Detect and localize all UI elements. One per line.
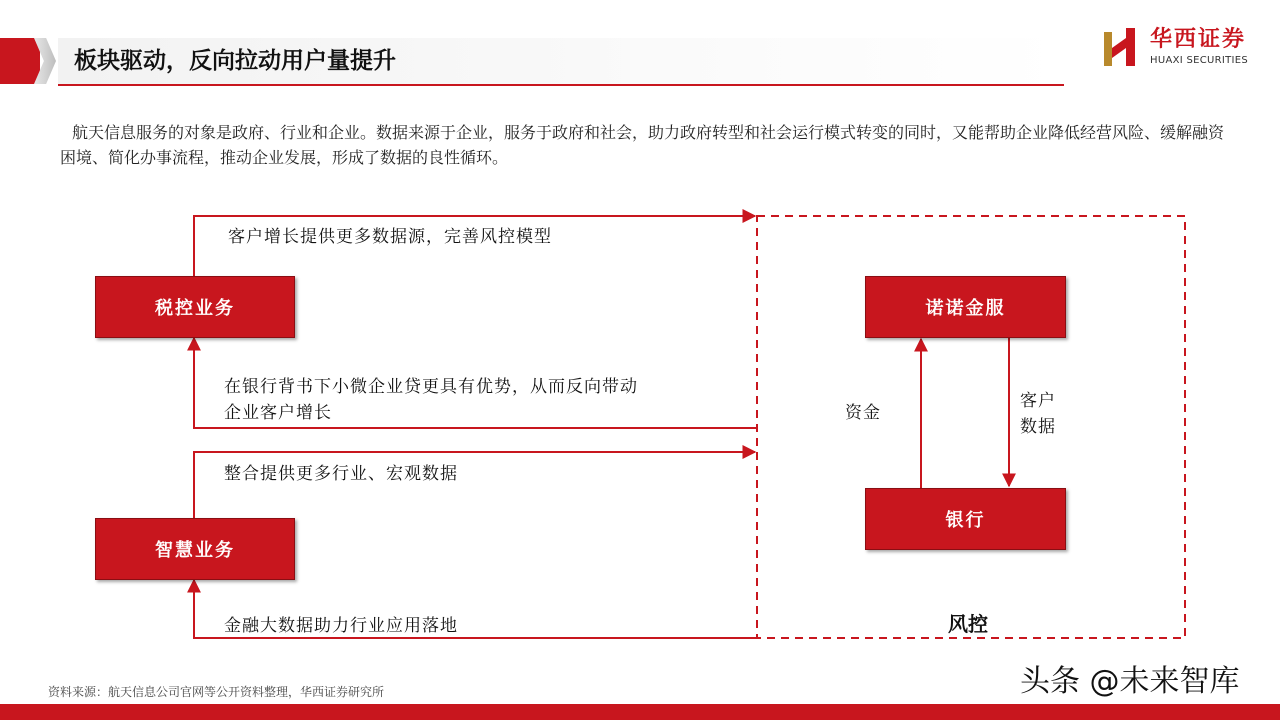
footer-bar (0, 704, 1280, 720)
page-title: 板块驱动，反向拉动用户量提升 (74, 48, 396, 74)
label-customer-line2: 数据 (1020, 417, 1056, 437)
logo-chinese-name: 华西证券 (1150, 27, 1247, 52)
watermark: 头条 @未来智库 (1020, 664, 1240, 699)
label-funds: 资金 (845, 403, 881, 423)
label-industry-flow: 整合提供更多行业、宏观数据 (224, 464, 458, 484)
label-bigdata-flow: 金融大数据助力行业应用落地 (224, 616, 458, 636)
smart-business-box: 智慧业务 (95, 518, 295, 580)
label-customer-line1: 客户 (1020, 391, 1056, 411)
source-note: 资料来源：航天信息公司官网等公开资料整理，华西证券研究所 (48, 685, 385, 699)
intro-paragraph: 航天信息服务的对象是政府、行业和企业。数据来源于企业，服务于政府和社会，助力政府转型和社会运行模式转变的同时，又能帮助企业降低经营风险、缓解融资困境、简化办事流程，推动企业发展，形成了数据的良性循环。 (60, 123, 1225, 167)
nuonuo-finance-box: 诺诺金服 (865, 276, 1066, 338)
label-top-flow: 客户增长提供更多数据源，完善风控模型 (228, 227, 552, 247)
label-bank-flow-line1: 在银行背书下小微企业贷更具有优势，从而反向带动 (224, 377, 638, 397)
tax-control-box: 税控业务 (95, 276, 295, 338)
label-risk-control: 风控 (948, 612, 988, 636)
label-bank-flow-line2: 企业客户增长 (224, 403, 332, 423)
bank-box: 银行 (865, 488, 1066, 550)
logo-english-name: HUAXI SECURITIES (1150, 55, 1249, 66)
